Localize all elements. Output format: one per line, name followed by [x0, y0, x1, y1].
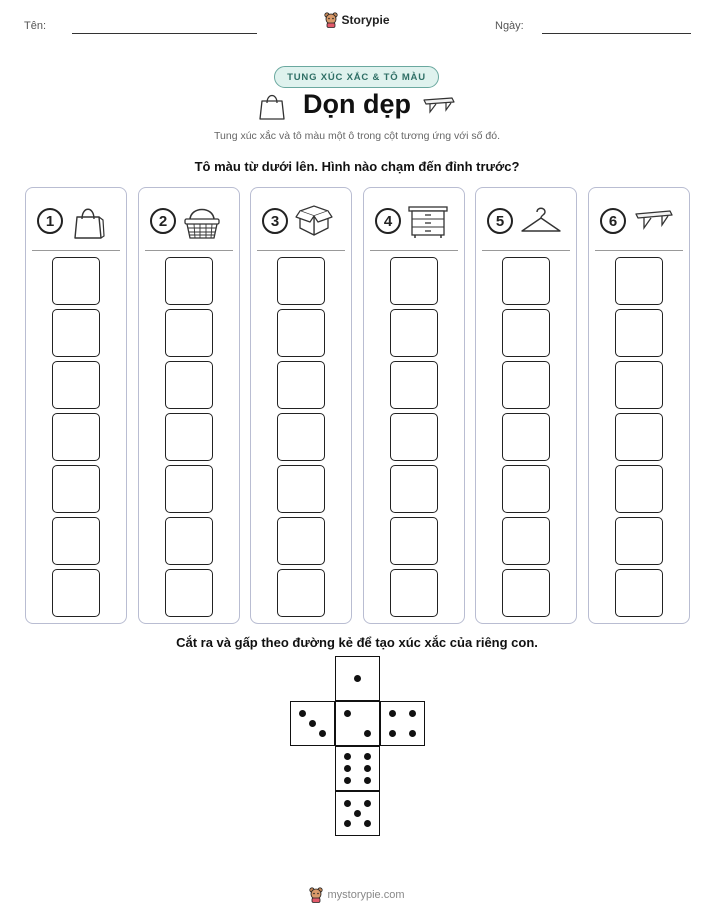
bear-mascot-icon — [324, 12, 338, 28]
color-box[interactable] — [502, 413, 550, 461]
footer-url: mystorypie.com — [327, 889, 405, 901]
dice-pip — [354, 810, 361, 817]
color-box[interactable] — [165, 517, 213, 565]
instruction-text: Tô màu từ dưới lên. Hình nào chạm đến đỉnh trước? — [194, 159, 520, 174]
color-box[interactable] — [52, 361, 100, 409]
activity-badge: TUNG XÚC XẮC & TÔ MÀU — [274, 66, 439, 88]
color-box[interactable] — [277, 309, 325, 357]
date-line — [542, 33, 691, 34]
column-3 — [250, 187, 352, 624]
dice-pip — [364, 753, 371, 760]
dice-pip — [309, 720, 316, 727]
date-label: Ngày: — [495, 20, 524, 32]
drawer-cabinet-icon — [407, 204, 449, 240]
color-box[interactable] — [390, 361, 438, 409]
color-box[interactable] — [615, 517, 663, 565]
page-title: Dọn dẹp — [303, 89, 411, 119]
color-box[interactable] — [502, 465, 550, 513]
dice-face-2 — [335, 701, 380, 746]
dice-pip — [364, 800, 371, 807]
brand-logo — [0, 12, 714, 28]
color-box[interactable] — [277, 413, 325, 461]
dice-pip — [344, 777, 351, 784]
color-box[interactable] — [165, 569, 213, 617]
color-box[interactable] — [52, 465, 100, 513]
color-box[interactable] — [52, 309, 100, 357]
column-number: 2 — [150, 208, 176, 234]
dice-face-3 — [290, 701, 335, 746]
column-divider — [370, 250, 458, 251]
column-2 — [138, 187, 240, 624]
dice-pip — [364, 765, 371, 772]
color-box[interactable] — [277, 465, 325, 513]
dice-pip — [344, 765, 351, 772]
column-header — [487, 204, 570, 240]
color-box[interactable] — [165, 309, 213, 357]
color-box[interactable] — [52, 257, 100, 305]
dice-pip — [344, 753, 351, 760]
name-line — [72, 33, 257, 34]
color-box[interactable] — [390, 569, 438, 617]
dice-pip — [409, 730, 416, 737]
column-header — [600, 204, 683, 240]
dice-face-6 — [335, 746, 380, 791]
column-header — [37, 204, 120, 240]
page-subtitle: Tung xúc xắc và tô màu một ô trong cột tương ứng với số đó. — [214, 130, 500, 142]
dice-pip — [344, 820, 351, 827]
color-box[interactable] — [390, 413, 438, 461]
column-header — [262, 204, 345, 240]
shopping-bag-icon — [69, 204, 109, 240]
color-box[interactable] — [165, 465, 213, 513]
color-box[interactable] — [615, 361, 663, 409]
dice-pip — [364, 820, 371, 827]
dice-pip — [354, 675, 361, 682]
column-4 — [363, 187, 465, 624]
name-label: Tên: — [24, 20, 47, 32]
color-box[interactable] — [502, 361, 550, 409]
column-header — [375, 204, 458, 240]
bear-mascot-icon — [309, 887, 323, 903]
open-box-icon — [294, 204, 334, 240]
column-divider — [32, 250, 120, 251]
hanger-icon — [519, 204, 563, 240]
color-box[interactable] — [52, 569, 100, 617]
column-1 — [25, 187, 127, 624]
dice-pip — [344, 710, 351, 717]
color-box[interactable] — [615, 413, 663, 461]
color-box[interactable] — [165, 413, 213, 461]
column-6 — [588, 187, 690, 624]
dice-face-1 — [335, 656, 380, 701]
column-divider — [257, 250, 345, 251]
wall-shelf-icon — [632, 204, 676, 240]
dice-pip — [389, 730, 396, 737]
color-box[interactable] — [277, 361, 325, 409]
dice-pip — [319, 730, 326, 737]
column-number: 6 — [600, 208, 626, 234]
brand-name: Storypie — [341, 13, 390, 27]
color-box[interactable] — [615, 257, 663, 305]
dice-pip — [364, 777, 371, 784]
color-box[interactable] — [502, 569, 550, 617]
color-box[interactable] — [615, 569, 663, 617]
column-number: 3 — [262, 208, 288, 234]
dice-pip — [409, 710, 416, 717]
column-header — [150, 204, 233, 240]
color-box[interactable] — [390, 465, 438, 513]
dice-pip — [364, 730, 371, 737]
color-box[interactable] — [502, 309, 550, 357]
color-box[interactable] — [277, 257, 325, 305]
color-box[interactable] — [390, 257, 438, 305]
column-number: 5 — [487, 208, 513, 234]
dice-pip — [344, 800, 351, 807]
color-box[interactable] — [390, 517, 438, 565]
cut-instruction: Cắt ra và gấp theo đường kẻ để tạo xúc xắc của riêng con. — [176, 635, 538, 650]
color-box[interactable] — [615, 309, 663, 357]
dice-face-5 — [335, 791, 380, 836]
column-divider — [595, 250, 683, 251]
color-box[interactable] — [277, 517, 325, 565]
column-number: 4 — [375, 208, 401, 234]
color-box[interactable] — [165, 257, 213, 305]
wall-shelf-icon — [422, 96, 456, 116]
dice-face-4 — [380, 701, 425, 746]
dice-pip — [299, 710, 306, 717]
color-box[interactable] — [502, 517, 550, 565]
color-box[interactable] — [165, 361, 213, 409]
column-5 — [475, 187, 577, 624]
color-box[interactable] — [615, 465, 663, 513]
color-box[interactable] — [277, 569, 325, 617]
column-divider — [482, 250, 570, 251]
color-box[interactable] — [502, 257, 550, 305]
color-box[interactable] — [52, 413, 100, 461]
column-divider — [145, 250, 233, 251]
footer — [0, 887, 714, 903]
dice-pip — [389, 710, 396, 717]
color-box[interactable] — [52, 517, 100, 565]
color-box[interactable] — [390, 309, 438, 357]
column-number: 1 — [37, 208, 63, 234]
basket-icon — [182, 204, 222, 240]
